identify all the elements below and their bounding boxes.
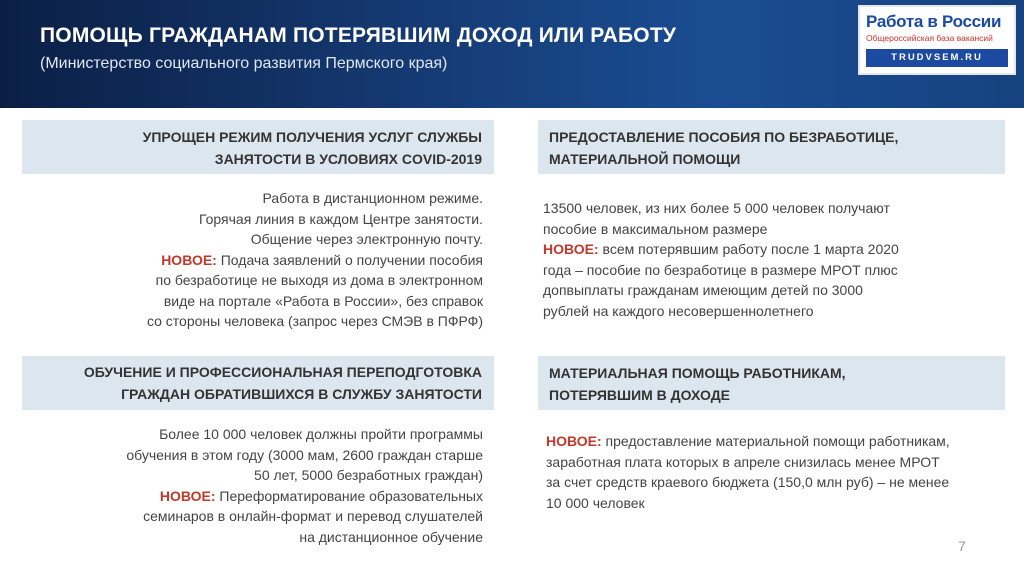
benefits-heading-box	[538, 120, 1005, 174]
training-new-label: НОВОЕ:	[159, 487, 216, 504]
benefits-heading-line-1: ПРЕДОСТАВЛЕНИЕ ПОСОБИЯ ПО БЕЗРАБОТИЦЕ,	[549, 129, 899, 145]
aid-heading-box	[538, 356, 1005, 410]
services-line-2: Горячая линия в каждом Центре занятости.	[198, 210, 483, 227]
benefits-new-line-4: рублей на каждого несовершеннолетнего	[543, 302, 814, 319]
aid-new-line-2: заработная плата которых в апреле снизилась менее МРОТ	[546, 453, 940, 470]
services-text	[22, 188, 483, 332]
aid-new-label: НОВОЕ:	[546, 433, 602, 449]
services-line-3: Общение через электронную почту.	[250, 231, 483, 247]
services-new-label: НОВОЕ:	[161, 251, 217, 268]
aid-new-line-4: 10 000 человек	[546, 494, 645, 511]
services-line-1: Работа в дистанционном режиме.	[262, 190, 483, 206]
header-banner	[0, 0, 1024, 108]
training-new-text: Переформатирование образовательных	[215, 487, 483, 504]
services-new-line-3: виде на портале «Работа в России», без справок	[163, 292, 483, 309]
logo-tagline: Общероссийская база вакансий	[866, 33, 993, 43]
page-title: ПОМОЩЬ ГРАЖДАНАМ ПОТЕРЯВШИМ ДОХОД ИЛИ РАБОТУ	[40, 24, 677, 47]
aid-new-line	[546, 431, 1016, 452]
logo-domain: TRUDVSEM.RU	[866, 49, 1008, 67]
benefits-line-1: 13500 человек, из них более 5 000 человек получают	[543, 200, 890, 216]
services-heading-box	[22, 120, 494, 174]
training-heading-line-1: ОБУЧЕНИЕ И ПРОФЕССИОНАЛЬНАЯ ПЕРЕПОДГОТОВКА	[83, 364, 482, 380]
training-new-line	[22, 486, 483, 507]
training-heading-box	[22, 356, 494, 410]
benefits-new-line	[543, 239, 1003, 260]
aid-new-text: предоставление материальной помощи работникам,	[601, 433, 950, 449]
services-new-line-4: со стороны человека (запрос через СМЭВ в ПФРФ)	[146, 313, 483, 329]
training-text	[22, 424, 483, 547]
logo-title: Работа в России	[866, 12, 1002, 31]
aid-new-line-3: за счет средств краевого бюджета (150,0 млн руб) – не менее	[546, 474, 950, 490]
benefits-text	[543, 198, 1003, 321]
services-new-line-2: по безработице не выходя из дома в электронном	[155, 272, 483, 288]
training-line-3: 50 лет, 5000 безработных граждан)	[254, 467, 483, 483]
page-number: 7	[958, 538, 966, 554]
trudvsem-logo[interactable]	[858, 5, 1016, 75]
benefits-new-line-3: допвыплаты гражданам имеющим детей по 3000	[543, 282, 863, 298]
services-new-line	[22, 250, 483, 271]
training-line-1: Более 10 000 человек должны пройти программы	[159, 426, 483, 442]
training-new-line-3: на дистанционное обучение	[299, 528, 483, 545]
aid-text	[546, 431, 1016, 513]
aid-heading-line-1: МАТЕРИАЛЬНАЯ ПОМОЩЬ РАБОТНИКАМ,	[549, 365, 846, 381]
page-subtitle: (Министерство социального развития Пермского края)	[40, 55, 448, 72]
services-new-text: Подача заявлений о получении пособия	[216, 251, 483, 268]
aid-heading-line-2: ПОТЕРЯВШИМ В ДОХОДЕ	[549, 387, 731, 403]
services-heading-line-2: ЗАНЯТОСТИ В УСЛОВИЯХ COVID-2019	[214, 151, 482, 167]
services-heading-line-1: УПРОЩЕН РЕЖИМ ПОЛУЧЕНИЯ УСЛУГ СЛУЖБЫ	[142, 129, 482, 145]
benefits-heading-line-2: МАТЕРИАЛЬНОЙ ПОМОЩИ	[549, 151, 741, 167]
benefits-line-2: пособие в максимальном размере	[543, 220, 768, 237]
training-line-2: обучения в этом году (3000 мам, 2600 граждан старше	[126, 446, 483, 463]
benefits-new-text: всем потерявшим работу после 1 марта 2020	[598, 241, 899, 257]
benefits-new-label: НОВОЕ:	[543, 241, 599, 257]
training-heading-line-2: ГРАЖДАН ОБРАТИВШИХСЯ В СЛУЖБУ ЗАНЯТОСТИ	[121, 386, 482, 402]
benefits-new-line-2: года – пособие по безработице в размере МРОТ плюс	[543, 261, 898, 278]
training-new-line-2: семинаров в онлайн-формат и перевод слушателей	[143, 508, 483, 524]
